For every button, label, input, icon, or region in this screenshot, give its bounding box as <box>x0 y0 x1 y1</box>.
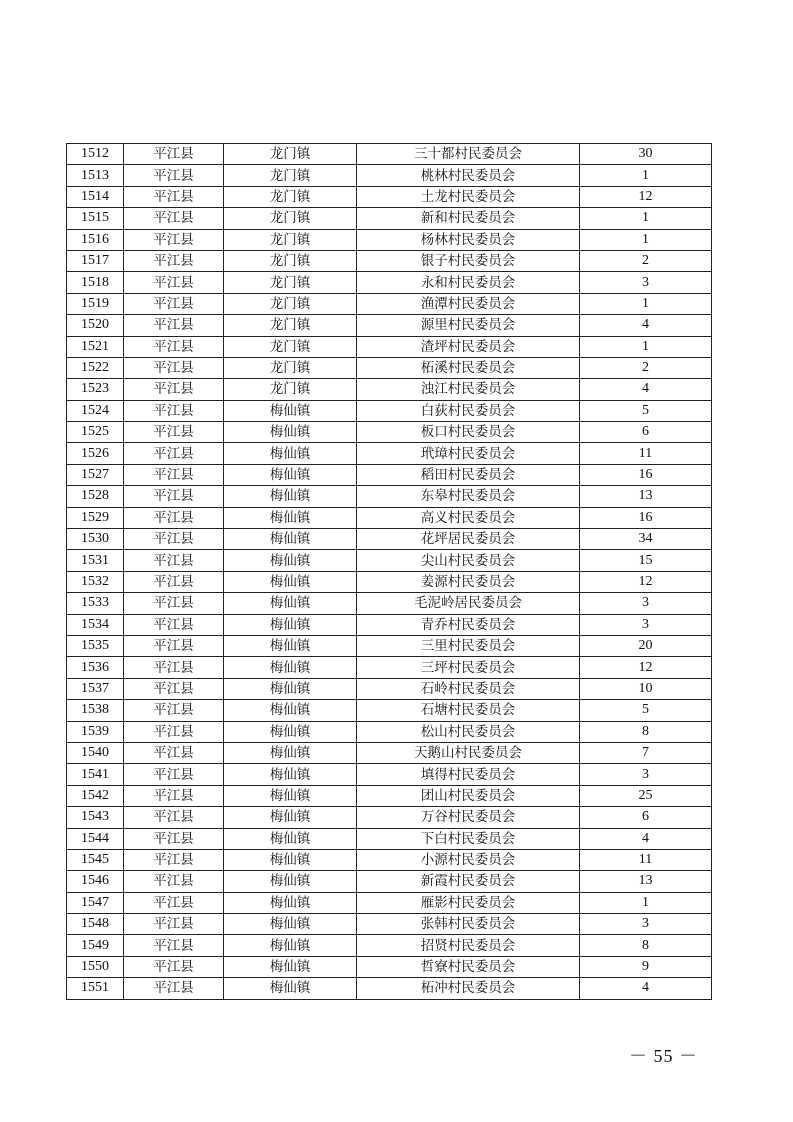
count-cell: 1 <box>580 293 712 314</box>
town-cell: 梅仙镇 <box>224 892 357 913</box>
committee-cell: 高义村民委员会 <box>357 507 580 528</box>
committee-cell: 填得村民委员会 <box>357 764 580 785</box>
table-row <box>67 635 712 656</box>
county-cell: 平江县 <box>124 742 224 763</box>
county-cell: 平江县 <box>124 550 224 571</box>
town-cell: 龙门镇 <box>224 357 357 378</box>
table-row <box>67 828 712 849</box>
table-row <box>67 315 712 336</box>
count-cell: 2 <box>580 357 712 378</box>
county-cell: 平江县 <box>124 892 224 913</box>
committee-cell: 天鹅山村民委员会 <box>357 742 580 763</box>
table-row <box>67 400 712 421</box>
committee-cell: 新霞村民委员会 <box>357 871 580 892</box>
town-cell: 梅仙镇 <box>224 764 357 785</box>
count-cell: 11 <box>580 849 712 870</box>
row-number-cell: 1541 <box>67 764 124 785</box>
table-row <box>67 956 712 977</box>
row-number-cell: 1538 <box>67 700 124 721</box>
row-number-cell: 1535 <box>67 635 124 656</box>
table-row <box>67 165 712 186</box>
county-cell: 平江县 <box>124 357 224 378</box>
town-cell: 梅仙镇 <box>224 550 357 571</box>
committee-cell: 哲寮村民委员会 <box>357 956 580 977</box>
town-cell: 梅仙镇 <box>224 529 357 550</box>
town-cell: 龙门镇 <box>224 379 357 400</box>
row-number-cell: 1533 <box>67 593 124 614</box>
county-cell: 平江县 <box>124 443 224 464</box>
row-number-cell: 1521 <box>67 336 124 357</box>
town-cell: 梅仙镇 <box>224 849 357 870</box>
town-cell: 梅仙镇 <box>224 914 357 935</box>
town-cell: 龙门镇 <box>224 315 357 336</box>
committee-cell: 源里村民委员会 <box>357 315 580 336</box>
table-row <box>67 571 712 592</box>
table-row <box>67 336 712 357</box>
committee-cell: 渣坪村民委员会 <box>357 336 580 357</box>
committee-cell: 团山村民委员会 <box>357 785 580 806</box>
committee-cell: 玳璋村民委员会 <box>357 443 580 464</box>
committee-cell: 土龙村民委员会 <box>357 186 580 207</box>
table-row <box>67 486 712 507</box>
town-cell: 龙门镇 <box>224 336 357 357</box>
table-row <box>67 657 712 678</box>
table-row <box>67 144 712 165</box>
count-cell: 7 <box>580 742 712 763</box>
count-cell: 12 <box>580 657 712 678</box>
count-cell: 34 <box>580 529 712 550</box>
count-cell: 30 <box>580 144 712 165</box>
committee-cell: 石塘村民委员会 <box>357 700 580 721</box>
town-cell: 梅仙镇 <box>224 657 357 678</box>
table-row <box>67 464 712 485</box>
count-cell: 5 <box>580 400 712 421</box>
county-cell: 平江县 <box>124 571 224 592</box>
committee-cell: 板口村民委员会 <box>357 422 580 443</box>
county-cell: 平江县 <box>124 336 224 357</box>
count-cell: 4 <box>580 315 712 336</box>
table-row <box>67 892 712 913</box>
table-row <box>67 614 712 635</box>
row-number-cell: 1546 <box>67 871 124 892</box>
county-cell: 平江县 <box>124 678 224 699</box>
table-row <box>67 978 712 999</box>
row-number-cell: 1528 <box>67 486 124 507</box>
count-cell: 3 <box>580 914 712 935</box>
county-cell: 平江县 <box>124 614 224 635</box>
row-number-cell: 1512 <box>67 144 124 165</box>
table-row <box>67 357 712 378</box>
committee-cell: 稻田村民委员会 <box>357 464 580 485</box>
table-row <box>67 208 712 229</box>
count-cell: 12 <box>580 186 712 207</box>
row-number-cell: 1527 <box>67 464 124 485</box>
town-cell: 梅仙镇 <box>224 721 357 742</box>
row-number-cell: 1523 <box>67 379 124 400</box>
town-cell: 龙门镇 <box>224 144 357 165</box>
count-cell: 16 <box>580 507 712 528</box>
committee-cell: 柘溪村民委员会 <box>357 357 580 378</box>
count-cell: 6 <box>580 807 712 828</box>
row-number-cell: 1536 <box>67 657 124 678</box>
county-cell: 平江县 <box>124 529 224 550</box>
committee-cell: 万谷村民委员会 <box>357 807 580 828</box>
county-cell: 平江县 <box>124 186 224 207</box>
committee-table <box>66 143 712 1000</box>
row-number-cell: 1549 <box>67 935 124 956</box>
committee-cell: 尖山村民委员会 <box>357 550 580 571</box>
town-cell: 梅仙镇 <box>224 978 357 999</box>
town-cell: 龙门镇 <box>224 186 357 207</box>
county-cell: 平江县 <box>124 315 224 336</box>
count-cell: 1 <box>580 336 712 357</box>
town-cell: 梅仙镇 <box>224 614 357 635</box>
committee-cell: 三十都村民委员会 <box>357 144 580 165</box>
row-number-cell: 1534 <box>67 614 124 635</box>
table-row <box>67 293 712 314</box>
town-cell: 梅仙镇 <box>224 400 357 421</box>
town-cell: 梅仙镇 <box>224 593 357 614</box>
county-cell: 平江县 <box>124 956 224 977</box>
committee-cell: 桃林村民委员会 <box>357 165 580 186</box>
count-cell: 20 <box>580 635 712 656</box>
row-number-cell: 1516 <box>67 229 124 250</box>
count-cell: 8 <box>580 935 712 956</box>
row-number-cell: 1520 <box>67 315 124 336</box>
row-number-cell: 1530 <box>67 529 124 550</box>
county-cell: 平江县 <box>124 229 224 250</box>
county-cell: 平江县 <box>124 978 224 999</box>
table-row <box>67 785 712 806</box>
table-row <box>67 529 712 550</box>
committee-cell: 渔潭村民委员会 <box>357 293 580 314</box>
table-body <box>67 144 712 1000</box>
town-cell: 梅仙镇 <box>224 700 357 721</box>
count-cell: 1 <box>580 892 712 913</box>
county-cell: 平江县 <box>124 700 224 721</box>
row-number-cell: 1531 <box>67 550 124 571</box>
table-row <box>67 422 712 443</box>
county-cell: 平江县 <box>124 293 224 314</box>
row-number-cell: 1525 <box>67 422 124 443</box>
county-cell: 平江县 <box>124 379 224 400</box>
count-cell: 13 <box>580 871 712 892</box>
committee-cell: 柘冲村民委员会 <box>357 978 580 999</box>
count-cell: 5 <box>580 700 712 721</box>
town-cell: 梅仙镇 <box>224 443 357 464</box>
count-cell: 12 <box>580 571 712 592</box>
town-cell: 梅仙镇 <box>224 422 357 443</box>
table-row <box>67 443 712 464</box>
county-cell: 平江县 <box>124 785 224 806</box>
table-row <box>67 871 712 892</box>
committee-cell: 小源村民委员会 <box>357 849 580 870</box>
county-cell: 平江县 <box>124 807 224 828</box>
row-number-cell: 1519 <box>67 293 124 314</box>
table-row <box>67 250 712 271</box>
count-cell: 15 <box>580 550 712 571</box>
town-cell: 龙门镇 <box>224 229 357 250</box>
county-cell: 平江县 <box>124 507 224 528</box>
town-cell: 龙门镇 <box>224 272 357 293</box>
count-cell: 9 <box>580 956 712 977</box>
county-cell: 平江县 <box>124 828 224 849</box>
town-cell: 梅仙镇 <box>224 678 357 699</box>
committee-cell: 杨林村民委员会 <box>357 229 580 250</box>
committee-cell: 青乔村民委员会 <box>357 614 580 635</box>
town-cell: 龙门镇 <box>224 250 357 271</box>
town-cell: 梅仙镇 <box>224 571 357 592</box>
county-cell: 平江县 <box>124 272 224 293</box>
row-number-cell: 1522 <box>67 357 124 378</box>
page-number: － 55 － <box>629 1046 698 1066</box>
row-number-cell: 1513 <box>67 165 124 186</box>
row-number-cell: 1540 <box>67 742 124 763</box>
count-cell: 3 <box>580 764 712 785</box>
committee-cell: 银子村民委员会 <box>357 250 580 271</box>
town-cell: 梅仙镇 <box>224 486 357 507</box>
town-cell: 梅仙镇 <box>224 507 357 528</box>
row-number-cell: 1514 <box>67 186 124 207</box>
row-number-cell: 1537 <box>67 678 124 699</box>
table-row <box>67 678 712 699</box>
row-number-cell: 1547 <box>67 892 124 913</box>
committee-cell: 松山村民委员会 <box>357 721 580 742</box>
county-cell: 平江县 <box>124 721 224 742</box>
county-cell: 平江县 <box>124 871 224 892</box>
count-cell: 1 <box>580 165 712 186</box>
count-cell: 3 <box>580 614 712 635</box>
county-cell: 平江县 <box>124 144 224 165</box>
row-number-cell: 1545 <box>67 849 124 870</box>
table-row <box>67 764 712 785</box>
count-cell: 25 <box>580 785 712 806</box>
row-number-cell: 1515 <box>67 208 124 229</box>
table-row <box>67 507 712 528</box>
table-row <box>67 849 712 870</box>
town-cell: 龙门镇 <box>224 165 357 186</box>
count-cell: 1 <box>580 208 712 229</box>
county-cell: 平江县 <box>124 764 224 785</box>
committee-cell: 毛泥岭居民委员会 <box>357 593 580 614</box>
row-number-cell: 1544 <box>67 828 124 849</box>
table-row <box>67 700 712 721</box>
count-cell: 10 <box>580 678 712 699</box>
committee-cell: 张韩村民委员会 <box>357 914 580 935</box>
committee-cell: 三坪村民委员会 <box>357 657 580 678</box>
table-row <box>67 186 712 207</box>
count-cell: 3 <box>580 272 712 293</box>
county-cell: 平江县 <box>124 849 224 870</box>
row-number-cell: 1539 <box>67 721 124 742</box>
table-row <box>67 272 712 293</box>
count-cell: 4 <box>580 978 712 999</box>
table-row <box>67 379 712 400</box>
committee-cell: 永和村民委员会 <box>357 272 580 293</box>
count-cell: 1 <box>580 229 712 250</box>
county-cell: 平江县 <box>124 250 224 271</box>
committee-cell: 姜源村民委员会 <box>357 571 580 592</box>
committee-cell: 东皋村民委员会 <box>357 486 580 507</box>
county-cell: 平江县 <box>124 422 224 443</box>
count-cell: 8 <box>580 721 712 742</box>
county-cell: 平江县 <box>124 486 224 507</box>
table-row <box>67 914 712 935</box>
count-cell: 6 <box>580 422 712 443</box>
county-cell: 平江县 <box>124 165 224 186</box>
town-cell: 梅仙镇 <box>224 785 357 806</box>
row-number-cell: 1524 <box>67 400 124 421</box>
row-number-cell: 1526 <box>67 443 124 464</box>
town-cell: 龙门镇 <box>224 293 357 314</box>
committee-cell: 招贤村民委员会 <box>357 935 580 956</box>
committee-cell: 白荻村民委员会 <box>357 400 580 421</box>
town-cell: 梅仙镇 <box>224 935 357 956</box>
committee-cell: 三里村民委员会 <box>357 635 580 656</box>
row-number-cell: 1529 <box>67 507 124 528</box>
town-cell: 梅仙镇 <box>224 871 357 892</box>
row-number-cell: 1532 <box>67 571 124 592</box>
committee-cell: 下白村民委员会 <box>357 828 580 849</box>
county-cell: 平江县 <box>124 935 224 956</box>
row-number-cell: 1518 <box>67 272 124 293</box>
row-number-cell: 1542 <box>67 785 124 806</box>
count-cell: 13 <box>580 486 712 507</box>
table-row <box>67 721 712 742</box>
town-cell: 梅仙镇 <box>224 807 357 828</box>
table-row <box>67 742 712 763</box>
county-cell: 平江县 <box>124 657 224 678</box>
count-cell: 4 <box>580 379 712 400</box>
town-cell: 梅仙镇 <box>224 635 357 656</box>
table-row <box>67 935 712 956</box>
row-number-cell: 1548 <box>67 914 124 935</box>
county-cell: 平江县 <box>124 635 224 656</box>
committee-cell: 石岭村民委员会 <box>357 678 580 699</box>
count-cell: 11 <box>580 443 712 464</box>
town-cell: 梅仙镇 <box>224 464 357 485</box>
county-cell: 平江县 <box>124 593 224 614</box>
row-number-cell: 1551 <box>67 978 124 999</box>
table-row <box>67 807 712 828</box>
town-cell: 梅仙镇 <box>224 956 357 977</box>
row-number-cell: 1543 <box>67 807 124 828</box>
county-cell: 平江县 <box>124 914 224 935</box>
table-row <box>67 593 712 614</box>
row-number-cell: 1550 <box>67 956 124 977</box>
town-cell: 梅仙镇 <box>224 828 357 849</box>
committee-cell: 新和村民委员会 <box>357 208 580 229</box>
table-row <box>67 550 712 571</box>
row-number-cell: 1517 <box>67 250 124 271</box>
county-cell: 平江县 <box>124 464 224 485</box>
county-cell: 平江县 <box>124 208 224 229</box>
count-cell: 4 <box>580 828 712 849</box>
count-cell: 2 <box>580 250 712 271</box>
committee-cell: 浊江村民委员会 <box>357 379 580 400</box>
count-cell: 3 <box>580 593 712 614</box>
committee-cell: 雁影村民委员会 <box>357 892 580 913</box>
count-cell: 16 <box>580 464 712 485</box>
town-cell: 梅仙镇 <box>224 742 357 763</box>
town-cell: 龙门镇 <box>224 208 357 229</box>
county-cell: 平江县 <box>124 400 224 421</box>
committee-cell: 花坪居民委员会 <box>357 529 580 550</box>
table-row <box>67 229 712 250</box>
